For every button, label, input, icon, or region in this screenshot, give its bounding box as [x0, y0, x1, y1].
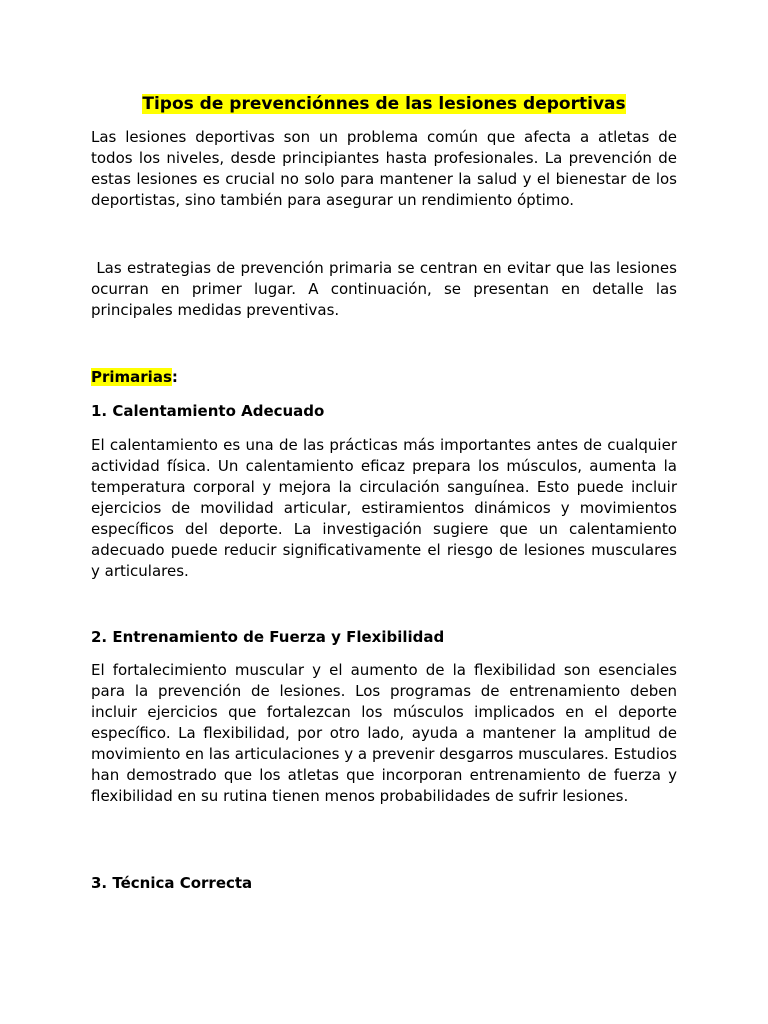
section-body-2: El fortalecimiento muscular y el aumento de la flexibilidad son esenciales para la prevención de lesiones. Los programas de entrenamiento deben incluir ejercicios que fortalezcan los músculos implicados en el deporte específico. La flexibilidad, por otro lado, ayuda a mantener la amplitud de movimiento en las articulaciones y a prevenir desgarros musculares. Estudios han demostrado que los atletas que incorporan entrenamiento de fuerza y flexibilidad en su rutina tienen menos probabilidades de sufrir lesiones.	[91, 661, 677, 805]
document-title-line	[0, 93, 768, 115]
section-body-1: El calentamiento es una de las prácticas más importantes antes de cualquier actividad física. Un calentamiento eficaz prepara los músculos, aumenta la temperatura corporal y mejora la circulación sanguínea. Esto puede incluir ejercicios de movilidad articular, estiramientos dinámicos y movimientos específicos del deporte. La investigación sugiere que un calentamiento adecuado puede reducir significativamente el riesgo de lesiones musculares y articulares.	[91, 436, 677, 580]
primary-label: Primarias	[91, 368, 172, 386]
intro-paragraph: Las lesiones deportivas son un problema común que afecta a atletas de todos los niveles, desde principiantes hasta profesionales. La prevención de estas lesiones es crucial no solo para mantener la salud y el bienestar de los deportistas, sino también para asegurar un rendimiento óptimo.	[91, 128, 677, 209]
primary-label-line	[91, 367, 677, 388]
document-title: Tipos de prevenciónnes de las lesiones deportivas	[142, 94, 626, 114]
section-heading-2: 2. Entrenamiento de Fuerza y Flexibilidad	[91, 628, 445, 646]
primary-intro-paragraph	[91, 258, 677, 321]
primary-intro-text: Las estrategias de prevención primaria se centran en evitar que las lesiones ocurran en primer lugar. A continuación, se presentan en detalle las principales medidas preventivas.	[91, 259, 677, 319]
section-heading-3: 3. Técnica Correcta	[91, 874, 253, 892]
section-heading-1: 1. Calentamiento Adecuado	[91, 402, 325, 420]
primary-label-colon: :	[171, 368, 178, 386]
